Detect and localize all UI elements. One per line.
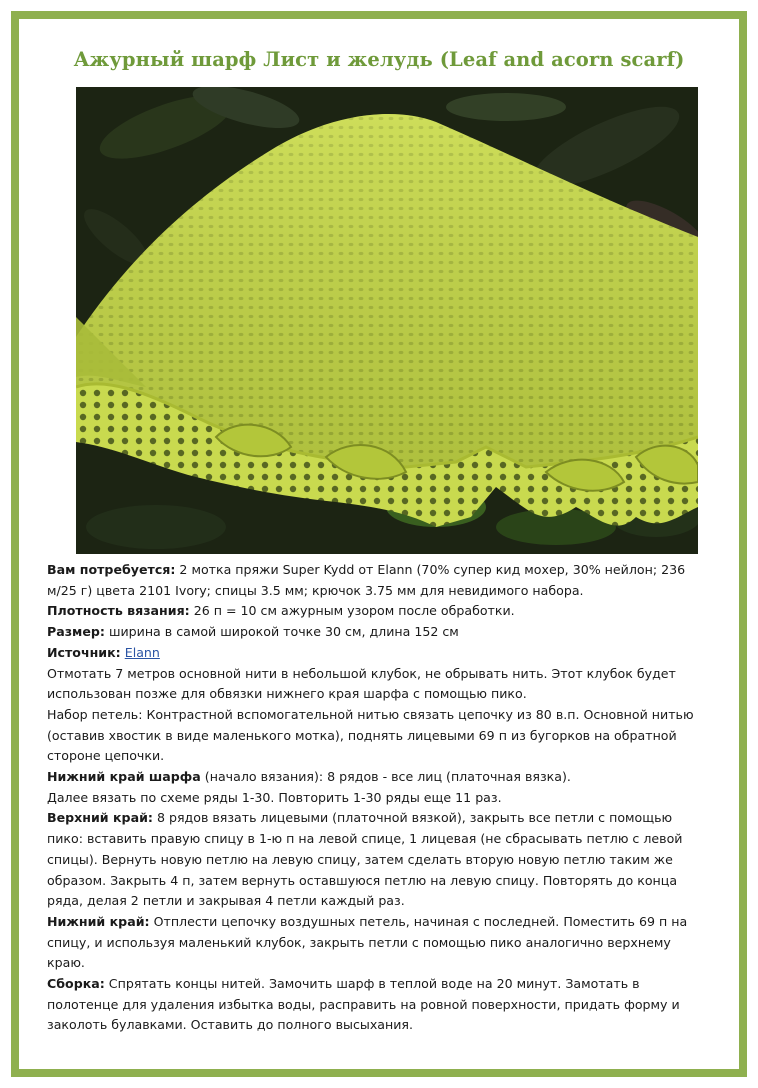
source-link[interactable]: Elann [124, 644, 160, 660]
caston-text-2: (оставив хвостик в виде маленького мотка), поднять лицевыми 69 п из бугорков на обратной [47, 727, 677, 743]
materials-paragraph [47, 560, 717, 601]
materials-text: 2 мотка пряжи Super Kydd от Elann (70% супер кид мохер, 30% нейлон; 236 [175, 562, 686, 577]
page-title: Ажурный шарф Лист и желудь (Leaf and acorn scarf) [73, 48, 685, 71]
top-edge-label: Верхний край: [47, 810, 153, 826]
top-edge-text-4: образом. Закрыть 4 п, затем вернуть оставшуюся петлю на левую спицу. Повторять до конца [47, 872, 678, 888]
gauge-label: Плотность вязания: [47, 603, 190, 619]
finishing-label: Сборка: [47, 976, 105, 992]
finishing-text: Спрятать концы нитей. Замочить шарф в теплой воде на 20 минут. Замотать в [104, 976, 640, 992]
finishing-text-3: заколоть булавками. Оставить до полного высыхания. [47, 1017, 413, 1033]
prep-text: Отмотать 7 метров основной нити в небольшой клубок, не обрывать нить. Этот клубок будет [47, 665, 676, 681]
caston-text: Набор петель: Контрастной вспомогательной нитью связать цепочку из 80 в.п. Основной нитью [47, 706, 694, 722]
pattern-instructions [47, 560, 717, 1036]
bottom-edge-paragraph [47, 912, 717, 974]
bottom-start-label: Нижний край шарфа [47, 769, 201, 785]
caston-paragraph [47, 705, 717, 767]
finishing-paragraph [47, 974, 717, 1036]
finishing-text-2: полотенце для удаления избытка воды, расправить на ровной поверхности, придать форму и [47, 996, 680, 1012]
size-label: Размер: [47, 624, 105, 640]
gauge-paragraph [47, 601, 717, 622]
bottom-edge-text-2: спицу, и используя маленький клубок, закрыть петли с помощью пико аналогично верхнему [47, 934, 671, 950]
bottom-edge-text-3: краю. [47, 955, 85, 971]
materials-label: Вам потребуется: [47, 562, 176, 577]
top-edge-text-5: ряда, делая 2 петли и закрывая 4 петли каждый раз. [47, 893, 405, 909]
top-edge-text-3: спицы). Вернуть новую петлю на левую спицу, затем сделать вторую новую петлю таким же [47, 851, 673, 867]
bottom-edge-text: Отплести цепочку воздушных петель, начиная с последней. Поместить 69 п на [149, 913, 688, 929]
prep-text-2: использован позже для обвязки нижнего края шарфа с помощью пико. [47, 686, 527, 702]
scarf-photo [76, 87, 698, 554]
caston-text-3: стороне цепочки. [47, 748, 165, 764]
top-edge-text-2: пико: вставить правую спицу в 1-ю п на левой спице, 1 лицевая (не сбрасывать петлю с левой [47, 831, 683, 847]
bottom-start-paragraph [47, 767, 717, 788]
repeat-paragraph: Далее вязать по схеме ряды 1-30. Повторить 1-30 ряды еще 11 раз. [47, 789, 502, 805]
materials-text-2: м/25 г) цвета 2101 Ivory; спицы 3.5 мм; крючок 3.75 мм для невидимого набора. [47, 582, 584, 598]
size-paragraph [47, 622, 717, 643]
knitted-lace-scarf-photo-icon [76, 87, 698, 554]
gauge-text: 26 п = 10 см ажурным узором после обработки. [189, 603, 515, 619]
bottom-edge-label: Нижний край: [47, 913, 150, 929]
source-paragraph [47, 643, 717, 664]
top-edge-text: 8 рядов вязать лицевыми (платочной вязкой), закрыть все петли с помощью [152, 810, 673, 826]
source-label: Источник: [47, 644, 121, 660]
prep-paragraph [47, 664, 717, 705]
top-edge-paragraph [47, 808, 717, 912]
size-text: ширина в самой широкой точке 30 см, длина 152 см [104, 624, 459, 640]
bottom-start-text: (начало вязания): 8 рядов - все лиц (платочная вязка). [200, 769, 571, 785]
